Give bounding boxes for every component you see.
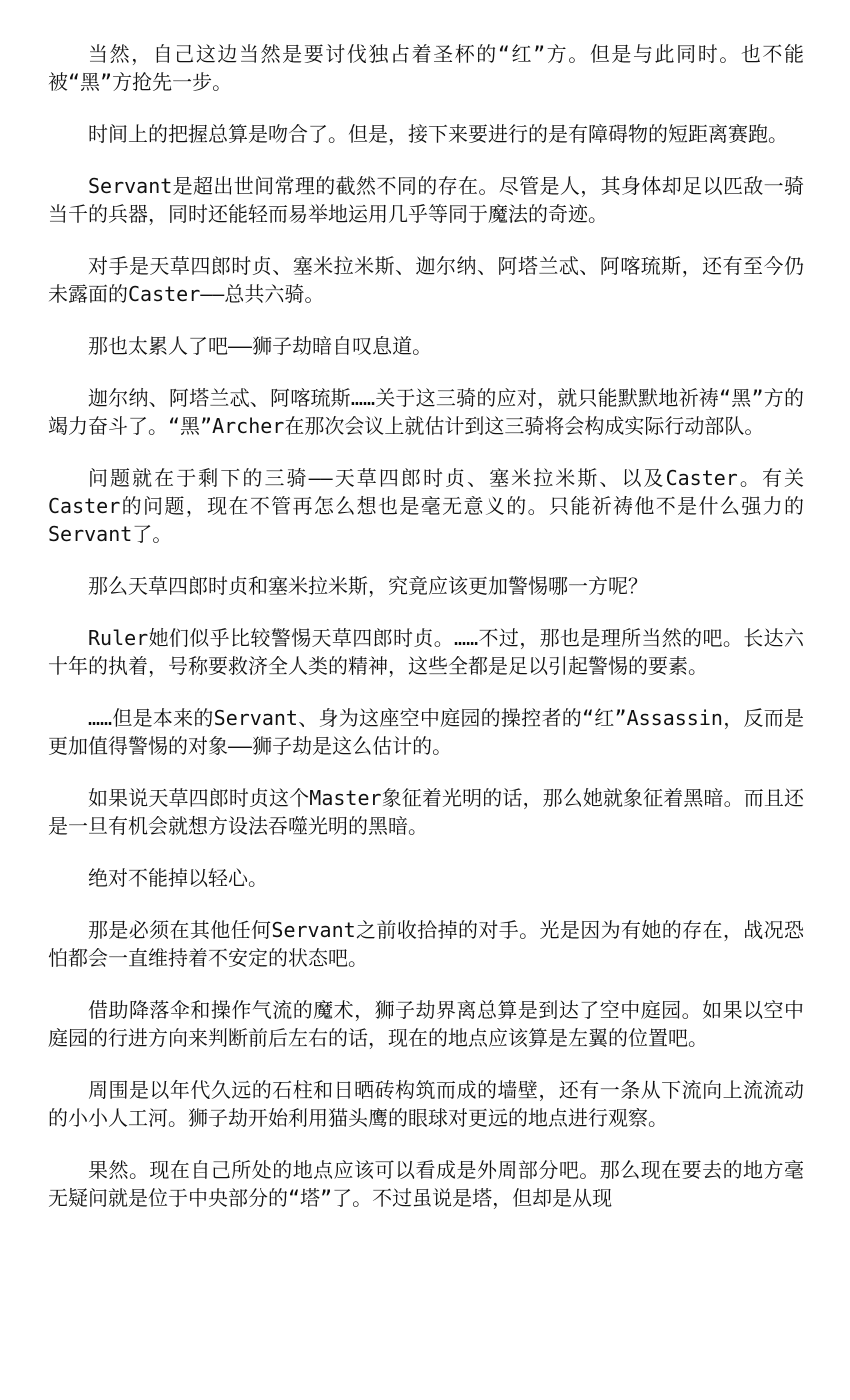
paragraph-5: 那也太累人了吧——狮子劫暗自叹息道。: [88, 334, 433, 358]
paragraph-10: ……但是本来的Servant、身为这座空中庭园的操控者的“红”Assassin，反而是更加值得警惕的对象——狮子劫是这么估计的。: [48, 706, 804, 758]
paragraph-1: 当然，自己这边当然是要讨伐独占着圣杯的“红”方。但是与此同时。也不能被“黑”方抢先一步。: [48, 42, 804, 94]
paragraph-9: Ruler她们似乎比较警惕天草四郎时贞。……不过，那也是理所当然的吧。长达六十年的执着，号称要救济全人类的精神，这些全都是足以引起警惕的要素。: [48, 626, 804, 678]
paragraph-12: 绝对不能掉以轻心。: [88, 866, 268, 890]
paragraph-15: 周围是以年代久远的石柱和日晒砖构筑而成的墙壁，还有一条从下流向上流流动的小小人工河。狮子劫开始利用猫头鹰的眼球对更远的地点进行观察。: [48, 1078, 804, 1130]
paragraph-16: 果然。现在自己所处的地点应该可以看成是外周部分吧。那么现在要去的地方毫无疑问就是位于中央部分的“塔”了。不过虽说是塔，但却是从现: [48, 1158, 804, 1210]
paragraph-2: 时间上的把握总算是吻合了。但是，接下来要进行的是有障碍物的短距离赛跑。: [88, 122, 788, 146]
paragraph-13: 那是必须在其他任何Servant之前收拾掉的对手。光是因为有她的存在，战况恐怕都会一直维持着不安定的状态吧。: [48, 918, 804, 970]
paragraph-14: 借助降落伞和操作气流的魔术，狮子劫界离总算是到达了空中庭园。如果以空中庭园的行进方向来判断前后左右的话，现在的地点应该算是左翼的位置吧。: [48, 998, 804, 1050]
paragraph-6: 迦尔纳、阿塔兰忒、阿喀琉斯……关于这三骑的应对，就只能默默地祈祷“黑”方的竭力奋斗了。“黑”Archer在那次会议上就估计到这三骑将会构成实际行动部队。: [48, 386, 804, 438]
paragraph-8: 那么天草四郎时贞和塞米拉米斯，究竟应该更加警惕哪一方呢？: [88, 574, 648, 598]
paragraph-11: 如果说天草四郎时贞这个Master象征着光明的话，那么她就象征着黑暗。而且还是一旦有机会就想方设法吞噬光明的黑暗。: [48, 786, 804, 838]
paragraph-3: Servant是超出世间常理的截然不同的存在。尽管是人，其身体却足以匹敌一骑当千的兵器，同时还能轻而易举地运用几乎等同于魔法的奇迹。: [48, 174, 804, 226]
paragraph-7: 问题就在于剩下的三骑——天草四郎时贞、塞米拉米斯、以及Caster。有关Caster的问题，现在不管再怎么想也是毫无意义的。只能祈祷他不是什么强力的Servant了。: [48, 466, 804, 546]
body-text: [48, 40, 804, 1236]
paragraph-4: 对手是天草四郎时贞、塞米拉米斯、迦尔纳、阿塔兰忒、阿喀琉斯，还有至今仍未露面的Caster——总共六骑。: [48, 254, 804, 306]
